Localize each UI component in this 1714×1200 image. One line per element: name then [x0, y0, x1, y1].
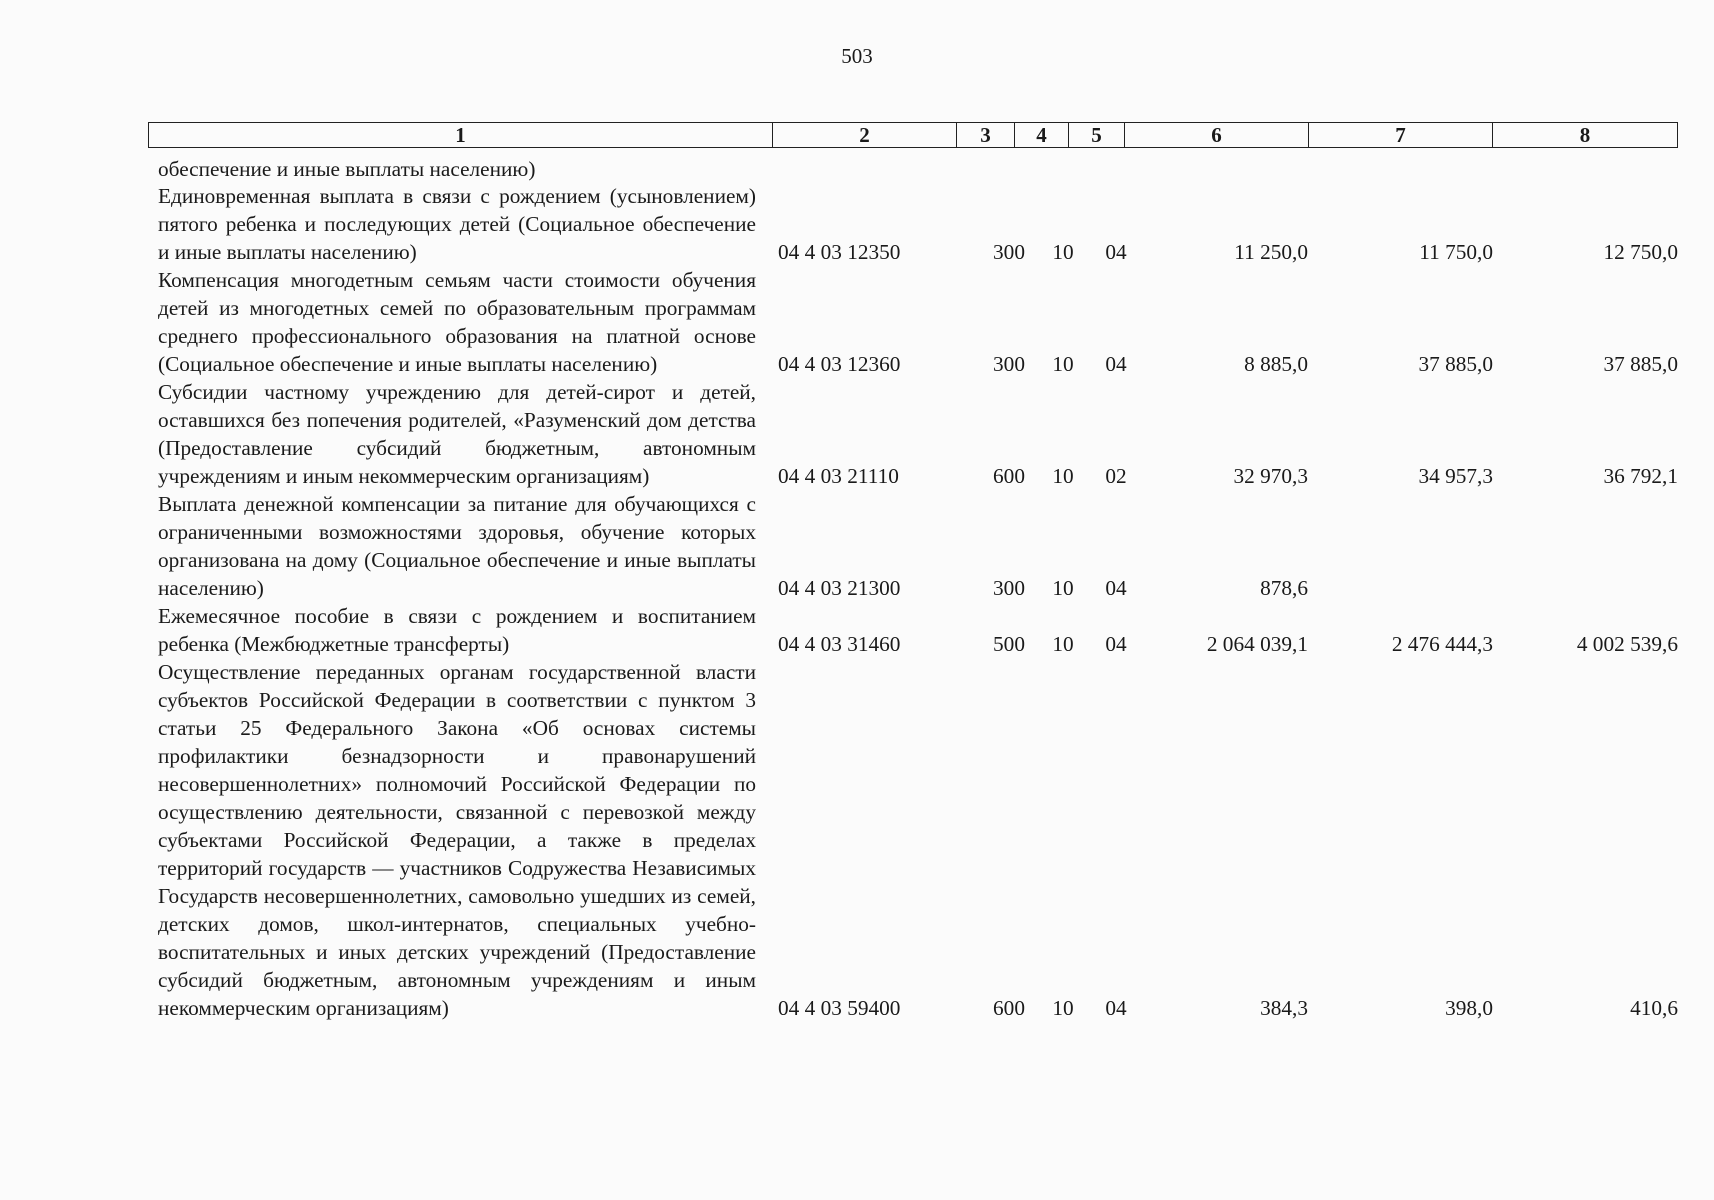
row-description: Субсидии частному учреждению для детей-сирот и детей, оставшихся без попечения родителей, «Разуменский дом детства (Предоставление субсидий бюджетным, автономным учреждениям и иным некоммерческим организациям) [158, 380, 756, 488]
row-col-7: 34 957,3 [1418, 464, 1493, 488]
row-col-3: 300 [993, 576, 1025, 600]
row-col-7 [1308, 574, 1493, 602]
row-col-4: 10 [1052, 576, 1074, 600]
row-col-5: 04 [1105, 352, 1127, 376]
row-col-4: 10 [1052, 996, 1074, 1020]
row-col-3: 300 [993, 240, 1025, 264]
row-col-3: 500 [993, 632, 1025, 656]
header-col-2: 2 [773, 123, 957, 147]
row-col-6: 11 250,0 [1234, 240, 1308, 264]
row-col-3: 300 [993, 352, 1025, 376]
table-row [158, 182, 1678, 266]
table-row [158, 378, 1678, 490]
row-description: Единовременная выплата в связи с рождением (усыновлением) пятого ребенка и последующих детей (Социальное обеспечение и иные выплаты населению) [158, 184, 756, 264]
table-body [158, 156, 1678, 1022]
row-code: 04 4 03 21110 [778, 464, 899, 488]
row-code: 04 4 03 59400 [778, 996, 901, 1020]
header-col-1: 1 [149, 123, 773, 147]
row-description: обеспечение и иные выплаты населению) [158, 157, 536, 181]
row-col-4: 10 [1052, 352, 1074, 376]
row-col-4: 10 [1052, 632, 1074, 656]
row-description: Компенсация многодетным семьям части стоимости обучения детей из многодетных семей по образовательным программам среднего профессионального образования на платной основе (Социальное обеспечение и иные выплаты населению) [158, 268, 756, 376]
row-description: Осуществление переданных органам государственной власти субъектов Российской Федерации в соответствии с пунктом 3 статьи 25 Федерального Закона «Об основах системы профилактики безнадзорности и правонарушений несовершеннолетних» полномочий Российской Федерации по осуществлению деятельности, связанной с перевозкой между субъектами Российской Федерации, а также в пределах территорий государств — участников Содружества Независимых Государств несовершеннолетних, самовольно ушедших из семей, детских домов, школ-интернатов, специальных учебно-воспитательных и иных детских учреждений (Предоставление субсидий бюджетным, автономным учреждениям и иным некоммерческим организациям) [158, 660, 756, 1020]
row-code: 04 4 03 12350 [778, 240, 901, 264]
row-col-3: 600 [993, 464, 1025, 488]
row-col-6: 2 064 039,1 [1206, 632, 1308, 656]
row-col-3: 600 [993, 996, 1025, 1020]
row-col-7: 398,0 [1445, 996, 1493, 1020]
table-header [148, 122, 1678, 148]
header-col-4: 4 [1015, 123, 1069, 147]
row-col-6: 8 885,0 [1244, 352, 1308, 376]
header-col-3: 3 [957, 123, 1015, 147]
table-row [158, 156, 1678, 182]
table-row [158, 490, 1678, 602]
row-col-8: 12 750,0 [1603, 240, 1678, 264]
row-code: 04 4 03 31460 [778, 632, 901, 656]
header-col-7: 7 [1309, 123, 1493, 147]
row-col-7: 11 750,0 [1419, 240, 1493, 264]
row-col-4: 10 [1052, 240, 1074, 264]
header-col-8: 8 [1579, 123, 1591, 147]
row-code: 04 4 03 12360 [778, 352, 901, 376]
table-row [158, 266, 1678, 378]
row-col-8 [1493, 574, 1678, 602]
row-col-5: 04 [1105, 576, 1127, 600]
row-col-7: 37 885,0 [1418, 352, 1493, 376]
header-col-6: 6 [1125, 123, 1309, 147]
row-col-4: 10 [1052, 464, 1074, 488]
table-row [158, 602, 1678, 658]
row-col-8: 4 002 539,6 [1576, 632, 1678, 656]
row-col-6: 384,3 [1260, 996, 1308, 1020]
row-description: Ежемесячное пособие в связи с рождением и воспитанием ребенка (Межбюджетные трансферты) [158, 604, 756, 656]
row-col-5: 04 [1105, 240, 1127, 264]
row-col-8: 37 885,0 [1603, 352, 1678, 376]
row-description: Выплата денежной компенсации за питание для обучающихся с ограниченными возможностями здоровья, обучение которых организована на дому (Социальное обеспечение и иные выплаты населению) [158, 492, 756, 600]
row-col-5: 04 [1105, 996, 1127, 1020]
row-col-5: 02 [1105, 464, 1127, 488]
row-col-8: 410,6 [1630, 996, 1678, 1020]
row-col-8: 36 792,1 [1603, 464, 1678, 488]
row-col-6: 878,6 [1260, 576, 1308, 600]
row-col-6: 32 970,3 [1233, 464, 1308, 488]
page-number: 503 [841, 44, 873, 68]
row-col-7: 2 476 444,3 [1391, 632, 1493, 656]
header-col-5: 5 [1069, 123, 1125, 147]
row-code: 04 4 03 21300 [778, 576, 901, 600]
row-col-5: 04 [1105, 632, 1127, 656]
table-row [158, 658, 1678, 1022]
